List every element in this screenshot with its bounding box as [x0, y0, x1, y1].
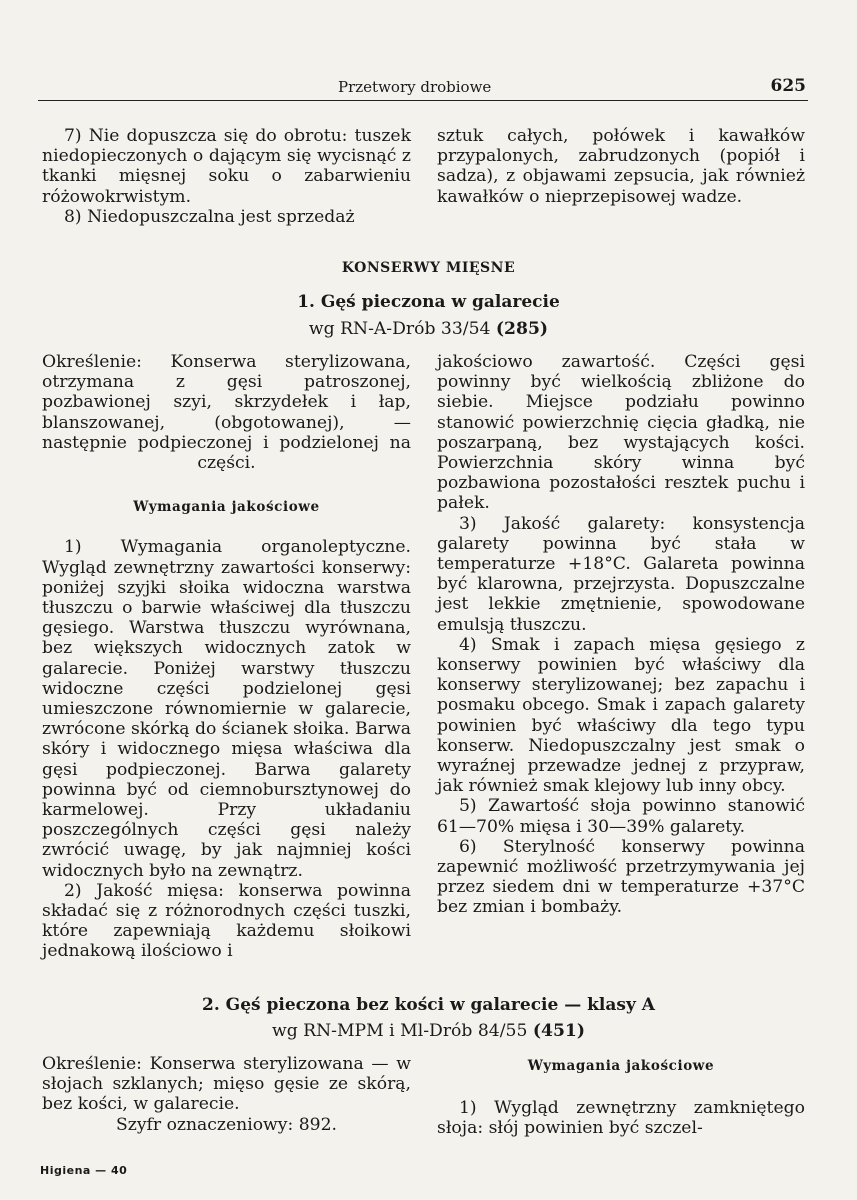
paragraph: sztuk całych, połówek i kawałków przypalonych, zabrudzonych (popiół i sadza), z objawami zepsucia, jak również kawałków o nieprzepisowej wadze. — [437, 126, 805, 207]
item1-standard: wg RN-A-Drób 33/54 — [308, 319, 491, 339]
item2-code: Szyfr oznaczeniowy: 892. — [115, 1114, 337, 1135]
section-title: KONSERWY MIĘSNE — [341, 260, 516, 276]
item2-left-column — [42, 1054, 411, 1135]
paragraph: 2) Jakość mięsa: konserwa powinna składać się z różnorodnych części tuszki, które zapewniają każdemu słoikowi jednakową ilościowo i — [42, 880, 411, 962]
paragraph: 7) Nie dopuszcza się do obrotu: tuszek niedopieczonych o dającym się wycisnąć z tkanki mięsnej soku o zabarwieniu różowokrwistym. — [42, 126, 411, 207]
paragraph: 6) Sterylność konserwy powinna zapewnić możliwość przetrzymywania jej przez siedem dni w temperaturze +37°C bez zmian i bombaży. — [437, 836, 805, 918]
paragraph: jakościowo zawartość. Części gęsi powinny być wielkością zbliżone do siebie. Miejsce podziału powinno stanowić powierzchnię cięcia gładką, nie poszarpaną, bez wystających kości. Powierzchnia skóry winna być pozbawiona pozostałości resztek puchu i pałek. — [437, 352, 805, 514]
item2-standard: wg RN-MPM i Ml-Drób 84/55 — [271, 1021, 528, 1041]
item2-definition: Określenie: Konserwa sterylizowana — w słojach szklanych; mięso gęsie ze skórą, bez kości, w galarecie. — [42, 1054, 411, 1115]
paragraph: 4) Smak i zapach mięsa gęsiego z konserwy powinien być właściwy dla konserwy sterylizowanej; bez zapachu i posmaku obcego. Smak i zapach galarety powinien być właściwy dla tego typu konserw. Niedopuszczalny jest smak o wyraźnej przewadze jednej z przypraw, jak również smak klejowy lub inny obcy. — [437, 634, 805, 797]
item1-number: (285) — [495, 319, 549, 339]
running-header — [38, 74, 808, 101]
item2-title: 2. Gęś pieczona bez kości w galarecie — klasy A — [202, 995, 655, 1015]
item1-definition: Określenie: Konserwa sterylizowana, otrzymana z gęsi patroszonej, pozbawionej szyi, skrzydełek i łap, blanszowanej, (obgotowanej), — następnie podpieczonej i podzielonej na części. — [42, 352, 411, 474]
item1-right-column — [437, 352, 805, 918]
paragraph: 5) Zawartość słoja powinno stanowić 61—70% mięsa i 30—39% galarety. — [437, 796, 805, 837]
paragraph: 1) Wymagania organoleptyczne. Wygląd zewnętrzny zawartości konserwy: poniżej szyjki słoika widoczna warstwa tłuszczu o barwie właściwej dla tłuszczu gęsiego. Warstwa tłuszczu wyrównana, bez większych widocznych zatok w galarecie. Poniżej warstwy tłuszczu widoczne części podzielonej gęsi umieszczone równomiernie w galarecie, zwrócone skórką do ścianek słoika. Barwa skóry i widocznego mięsa właściwa dla gęsi podpieczonej. Barwa galarety powinna być od ciemnobursztynowej do karmelowej. Przy układaniu poszczególnych części gęsi należy zwrócić uwagę, by jak najmniej kości widocznych było na zewnątrz. — [42, 537, 411, 881]
top-left-column — [42, 126, 411, 227]
item1-standard-line — [0, 319, 857, 339]
item2-right-column — [437, 1054, 805, 1139]
item1-left-column — [42, 352, 411, 962]
item1-requirements-heading: Wymagania jakościowe — [133, 499, 320, 516]
item2-number: (451) — [532, 1021, 586, 1041]
running-title: Przetwory drobiowe — [338, 78, 492, 96]
footer-signature: Higiena — 40 — [40, 1164, 128, 1177]
paragraph: 3) Jakość galarety: konsystencja galarety powinna być stała w temperaturze +18°C. Galareta powinna być klarowna, przejrzysta. Dopuszczalne jest lekkie zmętnienie, spowodowane emulsją tłuszczu. — [437, 513, 805, 635]
paragraph: 8) Niedopuszczalna jest sprzedaż — [64, 206, 355, 227]
paragraph: 1) Wygląd zewnętrzny zamkniętego słoja: słój powinien być szczel- — [437, 1098, 805, 1139]
item2-standard-line — [0, 1021, 857, 1041]
top-right-column — [437, 126, 805, 207]
item1-title: 1. Gęś pieczona w galarecie — [297, 292, 560, 312]
item2-requirements-heading: Wymagania jakościowe — [527, 1058, 715, 1074]
page-number: 625 — [770, 76, 806, 96]
